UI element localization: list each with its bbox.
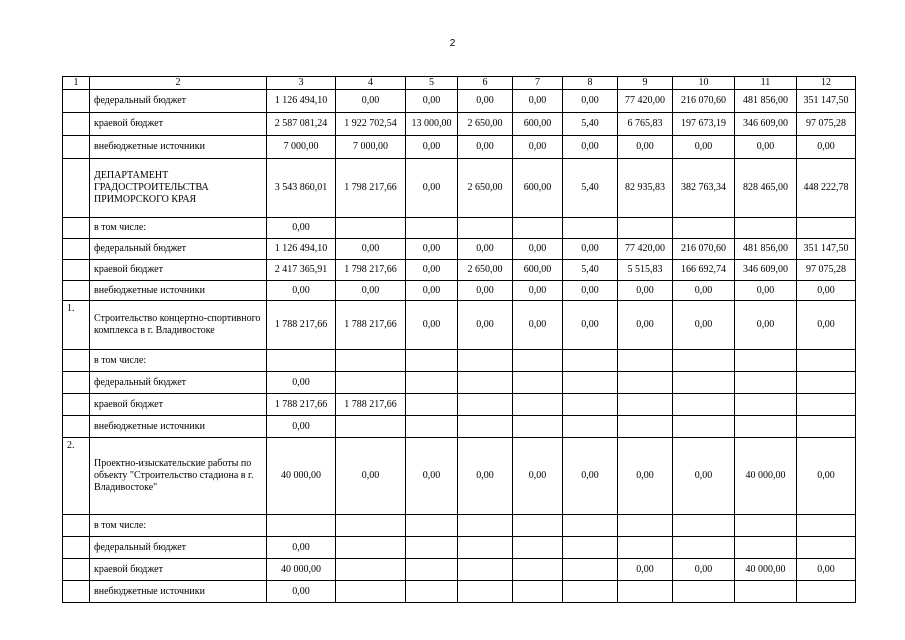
value-cell (618, 394, 673, 416)
value-cell (563, 559, 618, 581)
value-cell (618, 416, 673, 438)
table-row (63, 416, 856, 438)
value-cell: 0,00 (406, 260, 458, 281)
value-cell: 1 922 702,54 (336, 113, 406, 136)
table-row (63, 301, 856, 350)
value-cell: 77 420,00 (618, 239, 673, 260)
value-cell: 0,00 (406, 239, 458, 260)
value-cell: 448 222,78 (797, 159, 856, 218)
table-row (63, 260, 856, 281)
value-cell: 40 000,00 (267, 559, 336, 581)
value-cell: 0,00 (673, 559, 735, 581)
value-cell: 0,00 (797, 301, 856, 350)
value-cell: 0,00 (513, 239, 563, 260)
column-header: 5 (406, 77, 458, 90)
value-cell (513, 372, 563, 394)
column-header: 10 (673, 77, 735, 90)
value-cell (735, 515, 797, 537)
value-cell (406, 537, 458, 559)
row-label-cell: в том числе: (90, 350, 267, 372)
table-row (63, 438, 856, 515)
value-cell: 600,00 (513, 260, 563, 281)
row-label-cell: внебюджетные источники (90, 281, 267, 301)
value-cell (563, 537, 618, 559)
value-cell: 0,00 (406, 159, 458, 218)
value-cell (406, 416, 458, 438)
value-cell: 0,00 (735, 301, 797, 350)
value-cell (267, 350, 336, 372)
column-header: 9 (618, 77, 673, 90)
value-cell (563, 416, 618, 438)
value-cell (673, 394, 735, 416)
value-cell: 0,00 (406, 438, 458, 515)
value-cell: 0,00 (458, 281, 513, 301)
value-cell (797, 372, 856, 394)
value-cell: 0,00 (735, 281, 797, 301)
table-row (63, 113, 856, 136)
value-cell: 1 788 217,66 (267, 301, 336, 350)
table-row (63, 350, 856, 372)
value-cell: 0,00 (267, 218, 336, 239)
value-cell: 351 147,50 (797, 239, 856, 260)
value-cell: 0,00 (458, 438, 513, 515)
value-cell (513, 416, 563, 438)
value-cell (673, 350, 735, 372)
value-cell: 0,00 (797, 438, 856, 515)
value-cell (673, 581, 735, 603)
table-row (63, 281, 856, 301)
value-cell (336, 350, 406, 372)
table-header-row (63, 77, 856, 90)
value-cell (406, 350, 458, 372)
value-cell: 97 075,28 (797, 113, 856, 136)
row-label-cell: федеральный бюджет (90, 239, 267, 260)
value-cell: 0,00 (563, 301, 618, 350)
value-cell: 0,00 (673, 301, 735, 350)
row-label-cell: внебюджетные источники (90, 416, 267, 438)
row-label-cell: внебюджетные источники (90, 581, 267, 603)
value-cell: 0,00 (673, 136, 735, 159)
row-index-cell (63, 350, 90, 372)
value-cell: 828 465,00 (735, 159, 797, 218)
value-cell: 1 126 494,10 (267, 90, 336, 113)
value-cell: 0,00 (618, 301, 673, 350)
row-index-cell (63, 537, 90, 559)
value-cell (673, 537, 735, 559)
value-cell (406, 372, 458, 394)
value-cell: 40 000,00 (735, 559, 797, 581)
value-cell (797, 416, 856, 438)
value-cell: 2 417 365,91 (267, 260, 336, 281)
value-cell: 0,00 (797, 281, 856, 301)
value-cell (336, 559, 406, 581)
table-row (63, 159, 856, 218)
value-cell: 346 609,00 (735, 260, 797, 281)
value-cell (797, 218, 856, 239)
value-cell (458, 350, 513, 372)
value-cell: 13 000,00 (406, 113, 458, 136)
table-row (63, 218, 856, 239)
row-label-cell: федеральный бюджет (90, 372, 267, 394)
value-cell (406, 581, 458, 603)
value-cell: 0,00 (458, 136, 513, 159)
value-cell: 0,00 (406, 136, 458, 159)
value-cell: 77 420,00 (618, 90, 673, 113)
value-cell: 0,00 (267, 372, 336, 394)
value-cell (673, 515, 735, 537)
value-cell (673, 372, 735, 394)
column-header: 3 (267, 77, 336, 90)
value-cell: 0,00 (336, 90, 406, 113)
value-cell: 197 673,19 (673, 113, 735, 136)
value-cell: 0,00 (406, 90, 458, 113)
row-index-cell (63, 159, 90, 218)
value-cell: 0,00 (563, 136, 618, 159)
value-cell: 0,00 (458, 301, 513, 350)
value-cell (735, 372, 797, 394)
value-cell: 0,00 (458, 90, 513, 113)
row-label-cell: Строительство концертно-спортивного комплекса в г. Владивостоке (90, 301, 267, 350)
value-cell (563, 350, 618, 372)
value-cell: 0,00 (673, 281, 735, 301)
value-cell: 0,00 (618, 281, 673, 301)
budget-table (62, 76, 856, 603)
row-label-cell: федеральный бюджет (90, 537, 267, 559)
column-header: 8 (563, 77, 618, 90)
value-cell (735, 350, 797, 372)
value-cell (458, 559, 513, 581)
value-cell: 166 692,74 (673, 260, 735, 281)
column-header: 1 (63, 77, 90, 90)
value-cell (513, 218, 563, 239)
value-cell (458, 394, 513, 416)
value-cell: 2 650,00 (458, 159, 513, 218)
value-cell: 0,00 (618, 559, 673, 581)
value-cell (618, 581, 673, 603)
row-index-cell (63, 218, 90, 239)
column-header: 6 (458, 77, 513, 90)
value-cell (563, 394, 618, 416)
value-cell: 1 788 217,66 (336, 301, 406, 350)
value-cell: 1 798 217,66 (336, 260, 406, 281)
row-index-cell (63, 260, 90, 281)
value-cell (618, 350, 673, 372)
table-row (63, 559, 856, 581)
value-cell: 0,00 (336, 438, 406, 515)
value-cell: 351 147,50 (797, 90, 856, 113)
row-label-cell: в том числе: (90, 218, 267, 239)
value-cell: 0,00 (406, 281, 458, 301)
row-index-cell: 1. (63, 301, 90, 350)
value-cell (406, 515, 458, 537)
value-cell (563, 218, 618, 239)
value-cell (797, 537, 856, 559)
value-cell: 40 000,00 (735, 438, 797, 515)
value-cell: 1 788 217,66 (267, 394, 336, 416)
value-cell: 481 856,00 (735, 239, 797, 260)
value-cell: 5,40 (563, 159, 618, 218)
value-cell: 5 515,83 (618, 260, 673, 281)
value-cell (735, 537, 797, 559)
value-cell: 0,00 (563, 281, 618, 301)
table-row (63, 515, 856, 537)
value-cell: 2 650,00 (458, 260, 513, 281)
value-cell: 0,00 (267, 537, 336, 559)
budget-table-container (62, 76, 855, 603)
value-cell: 1 798 217,66 (336, 159, 406, 218)
value-cell (458, 515, 513, 537)
value-cell (458, 581, 513, 603)
value-cell: 0,00 (513, 281, 563, 301)
value-cell: 0,00 (267, 581, 336, 603)
value-cell: 0,00 (336, 281, 406, 301)
value-cell (618, 218, 673, 239)
value-cell (406, 394, 458, 416)
value-cell: 0,00 (563, 438, 618, 515)
row-index-cell (63, 416, 90, 438)
value-cell (797, 581, 856, 603)
value-cell (618, 537, 673, 559)
value-cell (735, 218, 797, 239)
table-row (63, 136, 856, 159)
value-cell: 2 587 081,24 (267, 113, 336, 136)
value-cell: 7 000,00 (336, 136, 406, 159)
value-cell (673, 218, 735, 239)
row-index-cell (63, 90, 90, 113)
value-cell: 0,00 (458, 239, 513, 260)
row-index-cell (63, 281, 90, 301)
value-cell: 0,00 (513, 136, 563, 159)
value-cell (797, 515, 856, 537)
row-index-cell (63, 136, 90, 159)
row-index-cell (63, 372, 90, 394)
value-cell (735, 416, 797, 438)
row-index-cell (63, 559, 90, 581)
row-label-cell: краевой бюджет (90, 394, 267, 416)
value-cell (563, 372, 618, 394)
value-cell (563, 581, 618, 603)
column-header: 2 (90, 77, 267, 90)
value-cell: 5,40 (563, 260, 618, 281)
row-label-cell: ДЕПАРТАМЕНТ ГРАДОСТРОИТЕЛЬСТВА ПРИМОРСКОГО КРАЯ (90, 159, 267, 218)
value-cell (563, 515, 618, 537)
value-cell: 0,00 (513, 301, 563, 350)
value-cell (618, 372, 673, 394)
table-row (63, 394, 856, 416)
value-cell (458, 537, 513, 559)
value-cell: 600,00 (513, 159, 563, 218)
value-cell (336, 537, 406, 559)
value-cell: 0,00 (735, 136, 797, 159)
value-cell (458, 372, 513, 394)
value-cell: 600,00 (513, 113, 563, 136)
value-cell (458, 416, 513, 438)
value-cell: 0,00 (513, 438, 563, 515)
column-header: 12 (797, 77, 856, 90)
value-cell (735, 394, 797, 416)
value-cell (513, 537, 563, 559)
table-row (63, 372, 856, 394)
value-cell (513, 559, 563, 581)
value-cell: 216 070,60 (673, 239, 735, 260)
value-cell (513, 581, 563, 603)
row-index-cell (63, 581, 90, 603)
value-cell: 3 543 860,01 (267, 159, 336, 218)
value-cell (336, 515, 406, 537)
value-cell: 82 935,83 (618, 159, 673, 218)
value-cell (406, 559, 458, 581)
value-cell: 346 609,00 (735, 113, 797, 136)
row-index-cell: 2. (63, 438, 90, 515)
table-row (63, 90, 856, 113)
value-cell: 0,00 (267, 281, 336, 301)
value-cell: 216 070,60 (673, 90, 735, 113)
page-number: 2 (449, 38, 456, 49)
value-cell (797, 394, 856, 416)
value-cell (513, 515, 563, 537)
value-cell (735, 581, 797, 603)
value-cell: 6 765,83 (618, 113, 673, 136)
row-label-cell: краевой бюджет (90, 559, 267, 581)
row-label-cell: внебюджетные источники (90, 136, 267, 159)
value-cell: 0,00 (673, 438, 735, 515)
value-cell (336, 372, 406, 394)
value-cell: 0,00 (618, 136, 673, 159)
value-cell: 382 763,34 (673, 159, 735, 218)
value-cell: 0,00 (336, 239, 406, 260)
row-label-cell: краевой бюджет (90, 260, 267, 281)
table-row (63, 537, 856, 559)
value-cell: 40 000,00 (267, 438, 336, 515)
value-cell: 0,00 (513, 90, 563, 113)
row-index-cell (63, 394, 90, 416)
value-cell: 0,00 (797, 136, 856, 159)
value-cell: 0,00 (406, 301, 458, 350)
value-cell: 0,00 (797, 559, 856, 581)
value-cell: 0,00 (563, 90, 618, 113)
column-header: 7 (513, 77, 563, 90)
value-cell: 0,00 (563, 239, 618, 260)
value-cell: 0,00 (267, 416, 336, 438)
column-header: 11 (735, 77, 797, 90)
value-cell: 7 000,00 (267, 136, 336, 159)
row-index-cell (63, 113, 90, 136)
row-label-cell: Проектно-изыскательские работы по объекту "Строительство стадиона в г. Владивостоке" (90, 438, 267, 515)
value-cell: 97 075,28 (797, 260, 856, 281)
value-cell: 481 856,00 (735, 90, 797, 113)
value-cell: 0,00 (618, 438, 673, 515)
value-cell (618, 515, 673, 537)
value-cell: 2 650,00 (458, 113, 513, 136)
value-cell (336, 218, 406, 239)
value-cell (458, 218, 513, 239)
value-cell (336, 416, 406, 438)
row-index-cell (63, 515, 90, 537)
value-cell (406, 218, 458, 239)
row-index-cell (63, 239, 90, 260)
value-cell: 1 788 217,66 (336, 394, 406, 416)
row-label-cell: в том числе: (90, 515, 267, 537)
value-cell: 5,40 (563, 113, 618, 136)
table-row (63, 239, 856, 260)
column-header: 4 (336, 77, 406, 90)
value-cell (336, 581, 406, 603)
value-cell (797, 350, 856, 372)
row-label-cell: краевой бюджет (90, 113, 267, 136)
value-cell (267, 515, 336, 537)
row-label-cell: федеральный бюджет (90, 90, 267, 113)
value-cell (513, 350, 563, 372)
value-cell (673, 416, 735, 438)
table-row (63, 581, 856, 603)
value-cell: 1 126 494,10 (267, 239, 336, 260)
value-cell (513, 394, 563, 416)
